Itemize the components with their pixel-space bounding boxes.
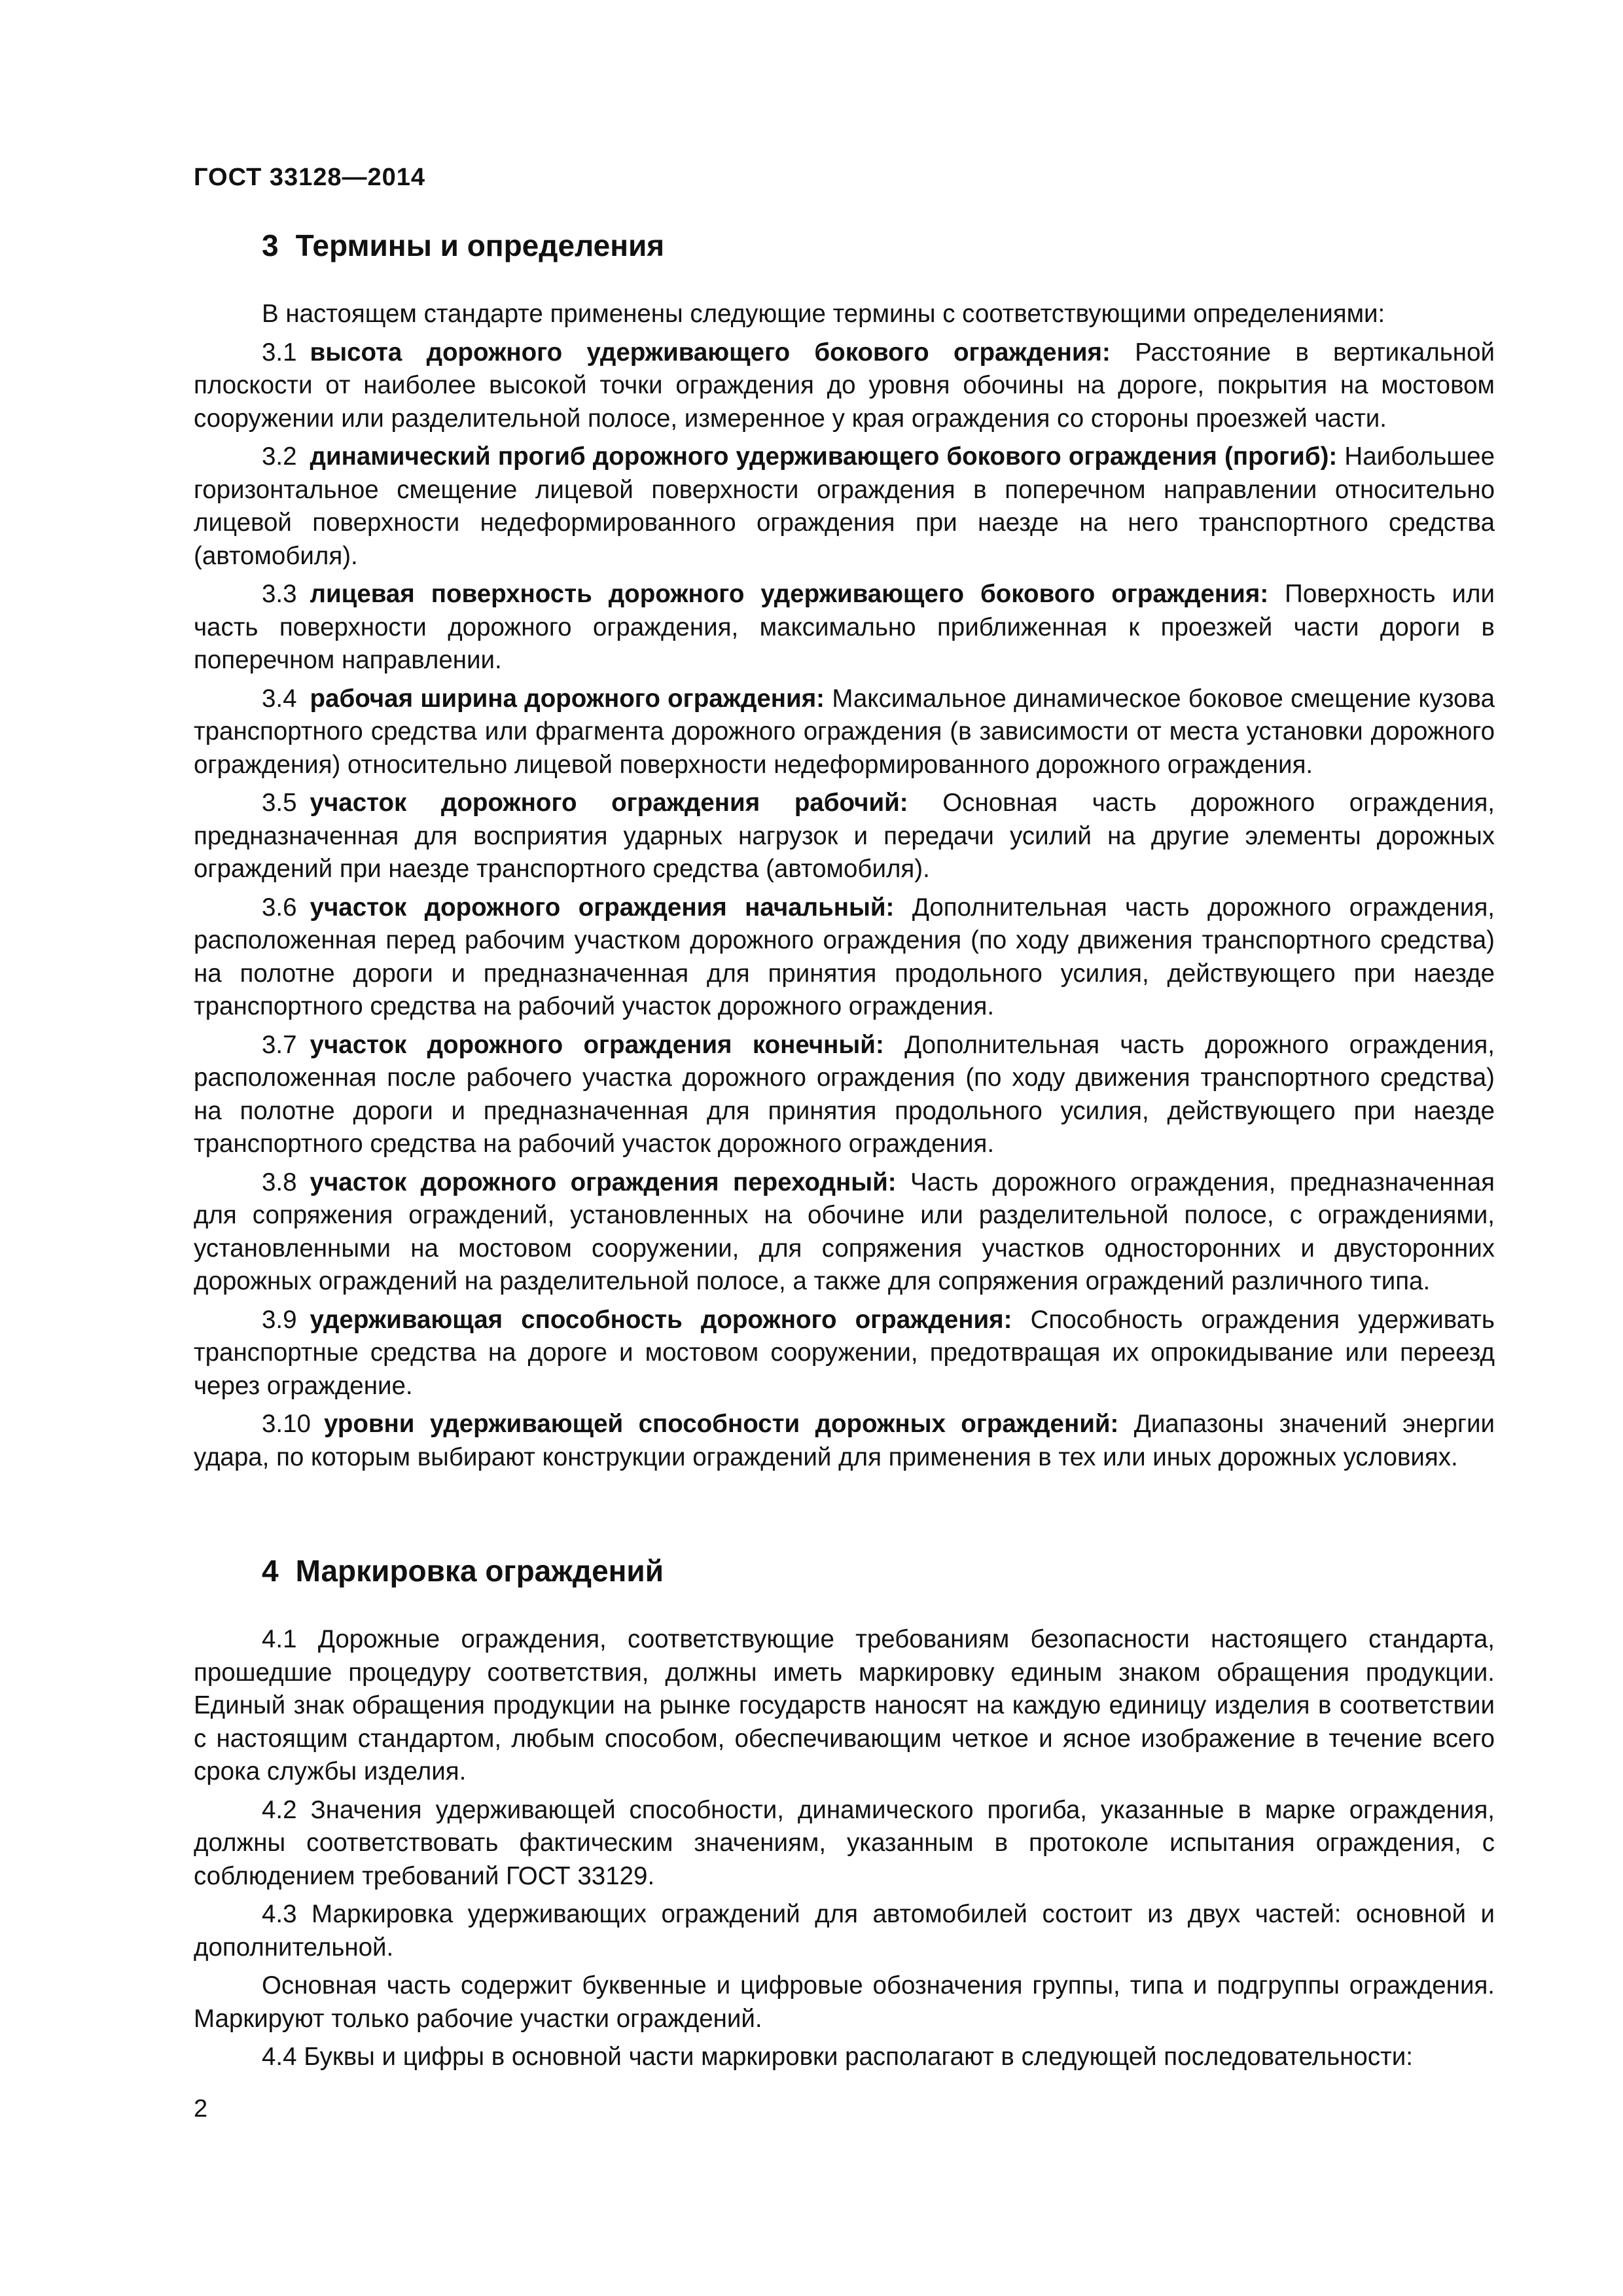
term-3-3 [194,578,1495,677]
term-definition: Дополнительная часть дорожного ограждения, расположенная после рабочего участка дорожного ограждения (по ходу движения транспортного средства) на полотне дороги и предназначенная для принятия продольного усилия, действующего при наезде транспортного средства на рабочий участок дорожного ограждения. [194,1030,1495,1158]
term-3-1 [194,336,1495,436]
term-number: 3.4 [262,684,297,713]
term-number: 3.9 [262,1305,297,1334]
term-3-6 [194,891,1495,1024]
section-3-title-text: Термины и определения [295,228,665,262]
term-name: участок дорожного ограждения конечный: [310,1030,884,1059]
term-3-5 [194,787,1495,886]
section-4-title [194,1551,1495,1590]
term-number: 3.6 [262,893,297,922]
section-3-intro: В настоящем стандарте применены следующие термины с соответствующими определениями: [262,300,1385,328]
paragraph-4-4: 4.4 Буквы и цифры в основной части маркировки располагают в следующей последовательности: [262,2043,1413,2071]
term-3-10 [194,1408,1495,1474]
paragraph-4-2: 4.2 Значения удерживающей способности, динамического прогиба, указанные в марке ограждения, должны соответствовать фактическим значениям, указанным в протоколе испытания ограждения, с соблюдением требований ГОСТ 33129. [194,1795,1495,1890]
term-name: высота дорожного удерживающего бокового ограждения: [310,338,1111,367]
term-number: 3.10 [262,1410,311,1438]
term-name: удерживающая способность дорожного ограждения: [310,1305,1012,1334]
term-3-8 [194,1166,1495,1299]
term-name: рабочая ширина дорожного ограждения: [310,684,825,713]
term-3-4 [194,683,1495,782]
term-number: 3.5 [262,789,297,817]
term-3-7 [194,1029,1495,1161]
term-definition: Поверхность или часть поверхности дорожного ограждения, максимально приближенная к проезжей части дороги в поперечном направлении. [194,580,1495,674]
term-definition: Часть дорожного ограждения, предназначенная для сопряжения ограждений, установленных на обочине или разделительной полосе, с ограждениями, установленными на мостовом сооружении, для сопряжения участков односторонних и двусторонних дорожных ограждений на разделительной полосе, а также для сопряжения ограждений различного типа. [194,1168,1495,1295]
paragraph-4-3: 4.3 Маркировка удерживающих ограждений для автомобилей состоит из двух частей: основной и дополнительной. [194,1900,1495,1962]
term-definition: Способность ограждения удерживать транспортные средства на дороге и мостовом сооружении, предотвращая их опрокидывание или переезд через ограждение. [194,1305,1495,1400]
term-definition: Диапазоны значений энергии удара, по которым выбирают конструкции ограждений для применения в тех или иных дорожных условиях. [194,1410,1495,1471]
document-code-header: ГОСТ 33128—2014 [194,164,426,191]
page-content [194,226,1495,2079]
term-number: 3.8 [262,1168,297,1196]
term-name: участок дорожного ограждения начальный: [310,893,895,922]
paragraph-4-1: 4.1 Дорожные ограждения, соответствующие требованиям безопасности настоящего стандарта, прошедшие процедуру соответствия, должны иметь маркировку единым знаком обращения продукции. Единый знак обращения продукции на рынке государств наносят на каждую единицу изделия в соответствии с настоящим стандартом, любым способом, обеспечивающим четкое и ясное изображение в течение всего срока службы изделия. [194,1625,1495,1785]
section-4-number: 4 [262,1554,279,1588]
section-3-title [194,226,1495,265]
term-definition: Дополнительная часть дорожного ограждения, расположенная перед рабочим участком дорожного ограждения (по ходу движения транспортного средства) на полотне дороги и предназначенная для принятия продольного усилия, действующего при наезде транспортного средства на рабочий участок дорожного ограждения. [194,893,1495,1020]
term-name: участок дорожного ограждения рабочий: [310,789,908,817]
term-name: лицевая поверхность дорожного удерживающего бокового ограждения: [310,580,1269,608]
term-name: динамический прогиб дорожного удерживающего бокового ограждения (прогиб): [310,442,1338,471]
term-3-9 [194,1304,1495,1403]
term-definition: Максимальное динамическое боковое смещение кузова транспортного средства или фрагмента дорожного ограждения (в зависимости от места установки дорожного ограждения) относительно лицевой поверхности недеформированного дорожного ограждения. [194,684,1495,779]
term-definition: Наибольшее горизонтальное смещение лицевой поверхности ограждения в поперечном направлении относительно лицевой поверхности недеформированного ограждения при наезде на него транспортного средства (автомобиля). [194,442,1495,570]
paragraph-4-3-main-part: Основная часть содержит буквенные и цифровые обозначения группы, типа и подгруппы ограждения. Маркируют только рабочие участки ограждений. [194,1971,1495,2033]
page-number: 2 [194,2095,208,2123]
term-definition: Основная часть дорожного ограждения, предназначенная для восприятия ударных нагрузок и передачи усилий на другие элементы дорожных ограждений при наезде транспортного средства (автомобиля). [194,789,1495,883]
term-name: уровни удерживающей способности дорожных ограждений: [323,1410,1119,1438]
section-4-title-text: Маркировка ограждений [295,1554,664,1588]
term-name: участок дорожного ограждения переходный: [310,1168,897,1196]
term-number: 3.7 [262,1030,297,1059]
term-number: 3.1 [262,338,297,367]
term-number: 3.3 [262,580,297,608]
term-definition: Расстояние в вертикальной плоскости от наиболее высокой точки ограждения до уровня обочины на дороге, покрытия на мостовом сооружении или разделительной полосе, измеренное у края ограждения со стороны проезжей части. [194,338,1495,433]
term-number: 3.2 [262,442,297,471]
term-3-2 [194,440,1495,573]
section-3-number: 3 [262,228,279,262]
